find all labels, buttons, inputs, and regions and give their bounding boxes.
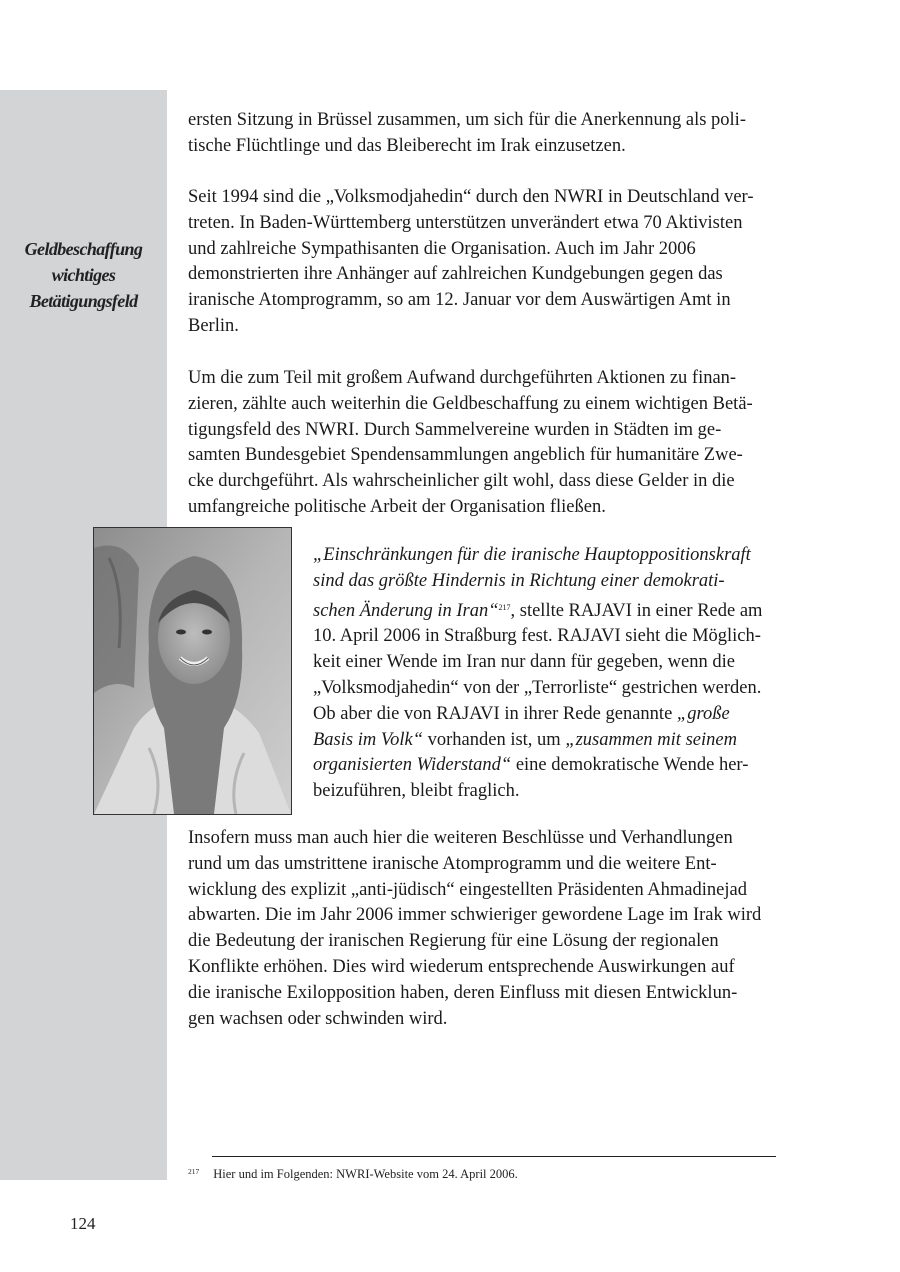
text-line: die iranische Exilopposition haben, deren Einfluss mit diesen Entwicklun-: [188, 982, 738, 1003]
quote-text: Basis im Volk“: [313, 729, 423, 750]
quote-text: schen Änderung in Iran“: [313, 600, 499, 621]
text-fragment: , stellte RAJAVI in einer Rede am: [510, 600, 763, 621]
quote-text: sind das größte Hindernis in Richtung einer demokrati-: [313, 570, 725, 591]
text-line: [313, 702, 776, 728]
text-line: [313, 753, 776, 779]
text-line: Um die zum Teil mit großem Aufwand durchgeführten Aktionen zu finan-: [188, 368, 737, 388]
margin-note-line: Betätigungsfeld: [29, 291, 138, 311]
text-line: Konflikte erhöhen. Dies wird wiederum entsprechende Auswirkungen auf: [188, 956, 735, 977]
text-line: Insofern muss man auch hier die weiteren Beschlüsse und Verhandlungen: [188, 828, 733, 848]
text-line: „Volksmodjahedin“ von der „Terrorliste“ gestrichen werden.: [313, 677, 762, 698]
text-line: tigungsfeld des NWRI. Durch Sammelvereine wurden in Städten im ge-: [188, 419, 722, 440]
footnote-number: 217: [188, 1167, 200, 1176]
text-line: iranische Atomprogramm, so am 12. Januar vor dem Auswärtigen Amt in: [188, 290, 731, 311]
page-number: 124: [70, 1214, 96, 1233]
text-line: [313, 569, 776, 595]
text-line: umfangreiche politische Arbeit der Organisation fließen.: [188, 496, 606, 517]
text-line: wicklung des explizit „anti-jüdisch“ eingestellten Präsidenten Ahmadinejad: [188, 879, 747, 900]
portrait-illustration: [94, 528, 291, 814]
footnote-ref: 217: [498, 602, 511, 612]
text-line: treten. In Baden-Württemberg unterstützen unverändert etwa 70 Aktivisten: [188, 212, 743, 233]
paragraph-3: [188, 366, 776, 521]
footnote-text: Hier und im Folgenden: NWRI-Website vom 24. April 2006.: [213, 1167, 518, 1181]
text-line: zieren, zählte auch weiterhin die Geldbeschaffung zu einem wichtigen Betä-: [188, 393, 753, 414]
text-line: tische Flüchtlinge und das Bleiberecht im Irak einzusetzen.: [188, 135, 626, 156]
text-line: rund um das umstrittene iranische Atomprogramm und die weitere Ent-: [188, 853, 717, 874]
paragraph-4: [313, 543, 776, 805]
footnote: [188, 1164, 518, 1182]
text-line: und zahlreiche Sympathisanten die Organisation. Auch im Jahr 2006: [188, 238, 696, 259]
text-line: demonstrierten ihre Anhänger auf zahlreichen Kundgebungen gegen das: [188, 264, 723, 285]
portrait-photo: [93, 527, 292, 815]
text-line: [313, 728, 776, 754]
text-line: cke durchgeführt. Als wahrscheinlicher gilt wohl, dass diese Gelder in die: [188, 471, 735, 492]
text-line: keit einer Wende im Iran nur dann für gegeben, wenn die: [313, 652, 735, 673]
quote-text: „große: [676, 703, 730, 724]
text-line: [313, 595, 776, 625]
text-line: samten Bundesgebiet Spendensammlungen angeblich für humanitäre Zwe-: [188, 445, 743, 466]
text-line: beizuführen, bleibt fraglich.: [313, 781, 520, 802]
margin-note-line: Geldbeschaffung: [24, 239, 143, 259]
text-line: ersten Sitzung in Brüssel zusammen, um sich für die Anerkennung als poli-: [188, 110, 746, 130]
text-fragment: Ob aber die von RAJAVI in ihrer Rede genannte: [313, 703, 677, 724]
text-line: die Bedeutung der iranischen Regierung für eine Lösung der regionalen: [188, 931, 719, 952]
text-line: abwarten. Die im Jahr 2006 immer schwieriger gewordene Lage im Irak wird: [188, 905, 762, 926]
text-fragment: vorhanden ist, um: [422, 729, 566, 750]
paragraph-2: [188, 185, 776, 340]
text-line: gen wachsen oder schwinden wird.: [188, 1008, 448, 1029]
margin-note-line: wichtiges: [51, 265, 116, 285]
paragraph-5: [188, 826, 776, 1032]
text-line: 10. April 2006 in Straßburg fest. RAJAVI sieht die Möglich-: [313, 626, 761, 647]
margin-note: [0, 236, 167, 314]
quote-text: „zusammen mit seinem: [565, 729, 737, 750]
text-line: Berlin.: [188, 315, 239, 336]
quote-text: organisierten Widerstand“: [313, 755, 512, 776]
text-line: [313, 543, 776, 569]
paragraph-1: [188, 108, 776, 160]
text-line: Seit 1994 sind die „Volksmodjahedin“ durch den NWRI in Deutschland ver-: [188, 187, 754, 207]
text-fragment: eine demokratische Wende her-: [511, 755, 749, 776]
quote-text: „Einschränkungen für die iranische Hauptoppositionskraft: [313, 545, 751, 565]
footnote-divider: [212, 1156, 776, 1157]
